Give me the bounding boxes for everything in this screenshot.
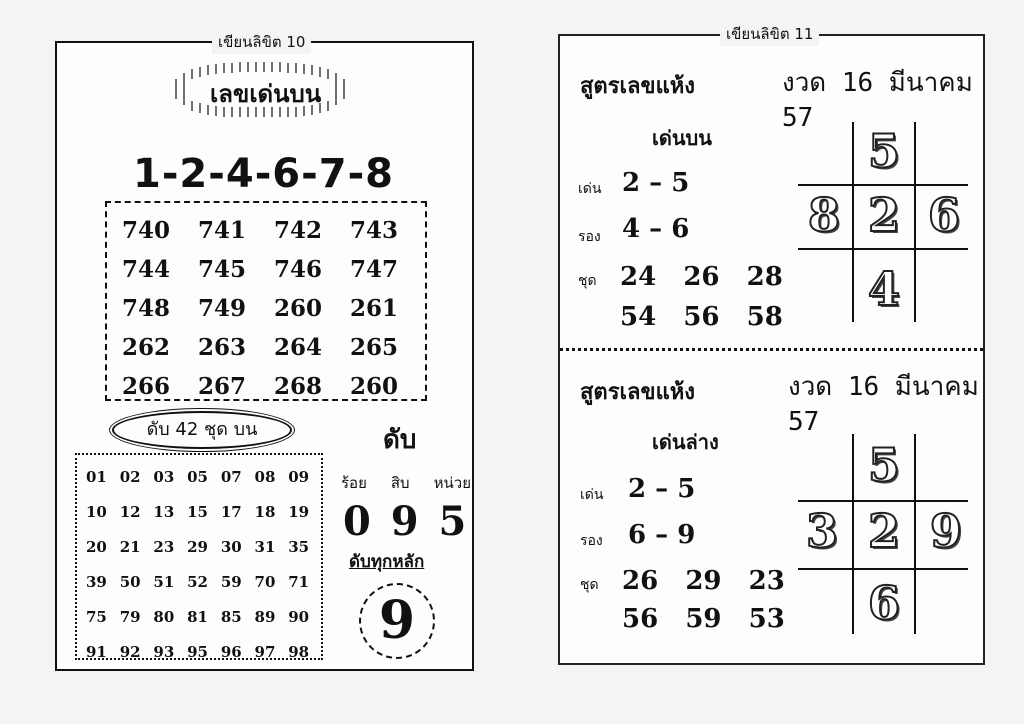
set-row-2b: 56 59 53	[622, 604, 785, 634]
table-row	[85, 599, 321, 634]
set-label-2: ชุด	[580, 577, 599, 593]
two-digit-cell: 15	[187, 502, 208, 521]
two-digit-cell: 50	[119, 572, 141, 591]
two-digit-cell: 35	[288, 537, 310, 556]
table-row	[121, 367, 425, 406]
two-digit-cell: 07	[220, 467, 242, 486]
two-digit-cell: 96	[220, 642, 242, 661]
label-tens: สิบ	[390, 474, 410, 492]
three-digit-cell: 744	[122, 256, 171, 283]
two-digit-cell: 30	[220, 537, 242, 556]
two-digit-cell: 90	[288, 607, 310, 626]
table-row	[85, 634, 321, 669]
two-digit-cell: 21	[119, 537, 141, 556]
table-row	[85, 529, 321, 564]
three-digit-cell: 740	[122, 217, 171, 244]
hot-label-1: เด่น	[578, 181, 602, 197]
two-digit-cell: 01	[86, 467, 107, 486]
hot-label-2: เด่น	[580, 487, 604, 503]
table-row	[121, 211, 425, 250]
left-page-panel	[55, 41, 474, 671]
two-digit-cell: 98	[288, 642, 310, 661]
three-digit-cell: 262	[122, 334, 171, 361]
set-count-oval	[112, 411, 292, 449]
three-digit-cell: 743	[350, 217, 399, 244]
two-digit-cell: 92	[119, 642, 141, 661]
two-digit-cell: 79	[119, 607, 141, 626]
table-row	[85, 459, 321, 494]
cut-digits: 0 9 5	[343, 498, 470, 545]
two-digit-cell: 95	[187, 642, 208, 661]
two-digit-cell: 31	[254, 537, 276, 556]
three-digit-grid	[105, 201, 427, 401]
two-digit-cell: 08	[254, 467, 276, 486]
two-digit-cell: 12	[119, 502, 141, 521]
two-digit-cell: 29	[187, 537, 208, 556]
table-row	[121, 328, 425, 367]
three-digit-cell: 742	[274, 217, 323, 244]
second-value-1: 4 – 6	[622, 214, 690, 244]
cross-left-1: 8	[807, 188, 840, 242]
cross-center-1: 2	[867, 188, 900, 242]
cut-title: ดับ	[383, 425, 417, 455]
two-digit-grid	[75, 453, 323, 660]
two-digit-cell: 17	[220, 502, 242, 521]
cross-right-1: 6	[927, 188, 960, 242]
three-digit-cell: 263	[198, 334, 247, 361]
cross-top-1: 5	[867, 124, 900, 178]
set-row-2a: 26 29 23	[622, 566, 785, 596]
hot-value-2: 2 – 5	[628, 474, 696, 504]
three-digit-cell: 748	[122, 295, 171, 322]
set-row-1a: 24 26 28	[620, 262, 783, 292]
right-page-header: เขียนลิขิต 11	[720, 22, 819, 46]
two-digit-cell: 23	[153, 537, 175, 556]
cut-position-labels	[341, 471, 471, 495]
cross-top-2: 5	[867, 438, 900, 492]
subtitle-2: เด่นล่าง	[652, 430, 719, 454]
label-hundreds: ร้อย	[341, 474, 367, 492]
two-digit-cell: 93	[153, 642, 175, 661]
two-digit-cell: 70	[254, 572, 276, 591]
three-digit-cell: 261	[350, 295, 399, 322]
hot-digit-sequence: 1-2-4-6-7-8	[133, 151, 394, 197]
three-digit-cell: 741	[198, 217, 247, 244]
two-digit-cell: 10	[86, 502, 107, 521]
two-digit-cell: 51	[153, 572, 175, 591]
three-digit-cell: 267	[198, 373, 247, 400]
two-digit-cell: 19	[288, 502, 310, 521]
second-label-2: รอง	[580, 533, 603, 549]
cross-hline-2b	[798, 568, 968, 570]
cross-hline-2a	[798, 500, 968, 502]
cross-left-2: 3	[805, 504, 838, 558]
two-digit-cell: 81	[187, 607, 208, 626]
three-digit-cell: 260	[350, 373, 399, 400]
cut-all-digit-circle: 9	[359, 583, 435, 659]
set-label-1: ชุด	[578, 273, 597, 289]
three-digit-table	[121, 211, 425, 406]
two-digit-cell: 85	[220, 607, 242, 626]
two-digit-table	[85, 459, 321, 669]
draw-date-1: งวด 16 มีนาคม 57	[782, 68, 973, 133]
table-row	[121, 289, 425, 328]
two-digit-cell: 91	[86, 642, 107, 661]
cross-bottom-2: 6	[867, 576, 900, 630]
two-digit-cell: 09	[288, 467, 310, 486]
three-digit-cell: 749	[198, 295, 247, 322]
three-digit-cell: 746	[274, 256, 323, 283]
cross-hline-1b	[798, 248, 968, 250]
draw-date-2: งวด 16 มีนาคม 57	[788, 372, 979, 437]
label-units: หน่วย	[433, 474, 471, 492]
two-digit-cell: 20	[86, 537, 107, 556]
second-value-2: 6 – 9	[628, 520, 696, 550]
hot-title-oval	[160, 57, 358, 121]
three-digit-cell: 268	[274, 373, 323, 400]
three-digit-cell: 265	[350, 334, 399, 361]
set-row-1b: 54 56 58	[620, 302, 783, 332]
two-digit-cell: 71	[288, 572, 310, 591]
two-digit-cell: 52	[187, 572, 208, 591]
two-digit-cell: 02	[119, 467, 141, 486]
cut-all-label: ดับทุกหลัก	[349, 552, 425, 572]
subtitle-1: เด่นบน	[652, 126, 712, 150]
three-digit-cell: 745	[198, 256, 247, 283]
section-divider	[560, 348, 983, 351]
two-digit-cell: 39	[86, 572, 107, 591]
hot-value-1: 2 – 5	[622, 168, 690, 198]
left-page-header: เขียนลิขิต 10	[212, 30, 311, 54]
cross-bottom-1: 4	[867, 262, 900, 316]
cross-hline-1a	[798, 184, 968, 186]
set-count-label: ดับ 42 ชุด บน	[146, 419, 258, 440]
cross-right-2: 9	[929, 504, 962, 558]
three-digit-cell: 747	[350, 256, 399, 283]
table-row	[121, 250, 425, 289]
hot-title: เลขเด่นบน	[210, 80, 322, 108]
two-digit-cell: 13	[153, 502, 175, 521]
three-digit-cell: 260	[274, 295, 323, 322]
two-digit-cell: 75	[86, 607, 107, 626]
two-digit-cell: 97	[254, 642, 276, 661]
right-page-panel	[558, 34, 985, 665]
two-digit-cell: 03	[153, 467, 175, 486]
two-digit-cell: 89	[254, 607, 276, 626]
cross-center-2: 2	[867, 504, 900, 558]
two-digit-cell: 80	[153, 607, 175, 626]
table-row	[85, 494, 321, 529]
two-digit-cell: 59	[220, 572, 242, 591]
formula-title-2: สูตรเลขแห้ง	[580, 380, 695, 405]
formula-title-1: สูตรเลขแห้ง	[580, 74, 695, 99]
two-digit-cell: 05	[187, 467, 208, 486]
second-label-1: รอง	[578, 229, 601, 245]
three-digit-cell: 264	[274, 334, 323, 361]
table-row	[85, 564, 321, 599]
two-digit-cell: 18	[254, 502, 276, 521]
three-digit-cell: 266	[122, 373, 171, 400]
